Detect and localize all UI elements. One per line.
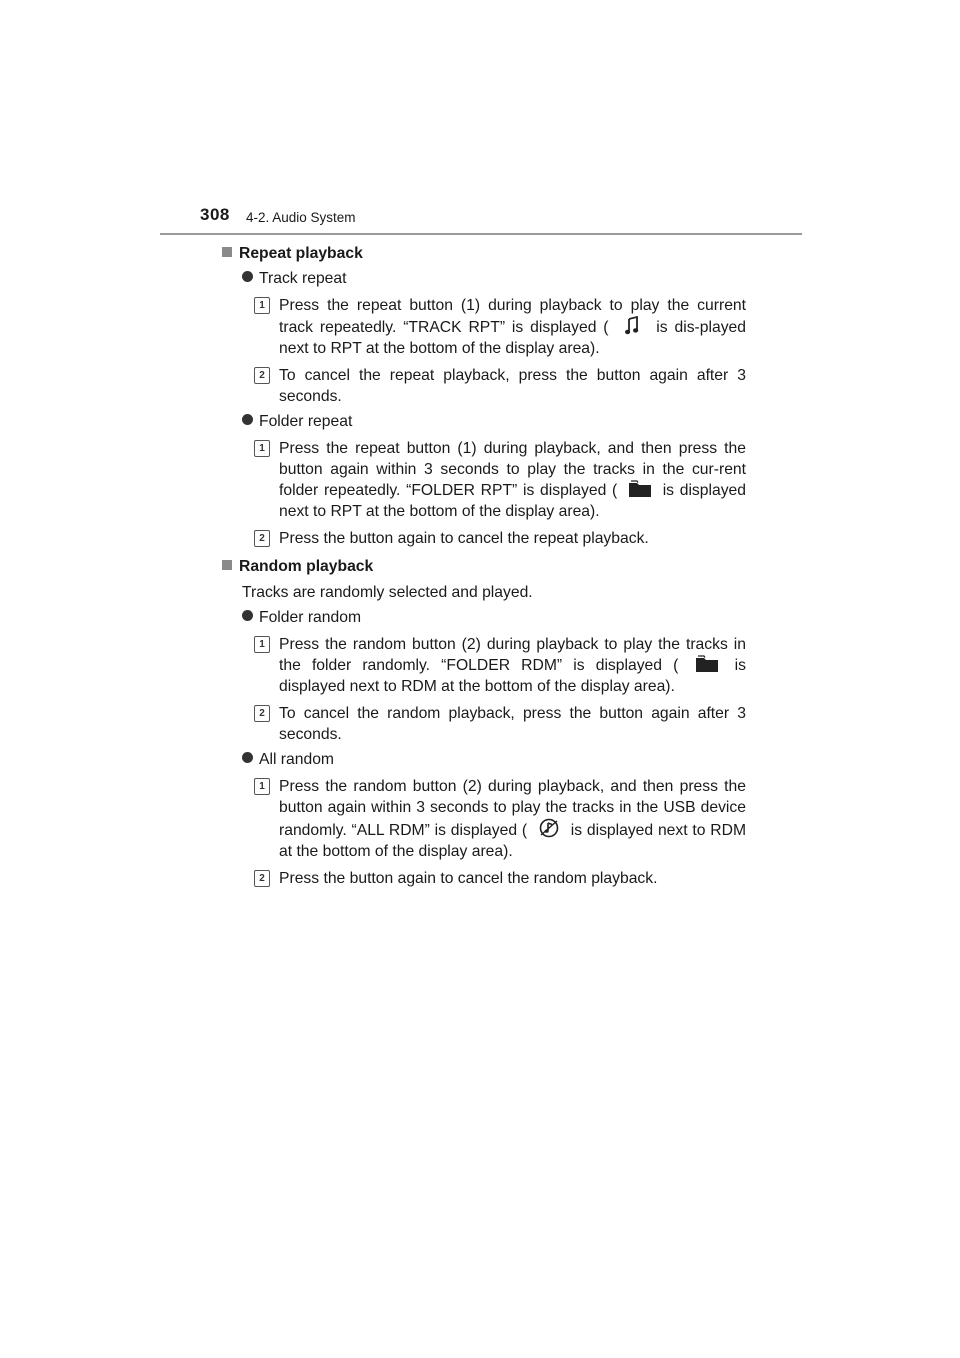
step	[259, 703, 746, 745]
chapter-title: 4-2. Audio System	[246, 210, 356, 225]
step-text: is displayed next to RDM at the bottom of the display area).	[279, 657, 746, 695]
music-note-icon	[615, 316, 649, 334]
step-text: Press the repeat button (1) during playback, and then press the button again within 3 seconds to play the tracks in the cur-rent folder repeatedly. “FOLDER RPT” is displayed (	[279, 440, 746, 499]
circle-bullet-icon	[242, 414, 253, 425]
header-rule	[160, 233, 802, 235]
step-number: 2	[254, 530, 270, 547]
folder-icon	[623, 480, 657, 498]
step-number: 2	[254, 870, 270, 887]
square-bullet-icon	[222, 247, 232, 257]
bullet-label: Folder repeat	[259, 413, 353, 430]
bullet-track-repeat	[242, 268, 746, 289]
step-text: Press the repeat button (1) during playback to play the current track repeatedly. “TRACK RPT” is displayed (	[279, 297, 746, 336]
step	[259, 365, 746, 407]
step	[259, 634, 746, 697]
step-number: 1	[254, 440, 270, 457]
bullet-folder-repeat	[242, 411, 746, 432]
circle-bullet-icon	[242, 271, 253, 282]
section-heading-repeat	[222, 243, 746, 264]
disc-note-icon	[532, 818, 566, 836]
step	[259, 868, 746, 889]
step	[259, 295, 746, 359]
step-number: 2	[254, 705, 270, 722]
bullet-folder-random	[242, 607, 746, 628]
step-text: is displayed next to RDM at the bottom of the display area).	[279, 822, 747, 860]
circle-bullet-icon	[242, 610, 253, 621]
bullet-label: Folder random	[259, 609, 362, 626]
page-number: 308	[200, 205, 230, 224]
folder-icon	[690, 655, 724, 673]
section-title: Random playback	[239, 558, 374, 575]
step-text: Press the button again to cancel the repeat playback.	[279, 530, 649, 547]
step-text: Press the random button (2) during playback to play the tracks in the folder randomly. “FOLDER RDM” is displayed (	[279, 636, 746, 674]
step-number: 2	[254, 367, 270, 384]
section-title: Repeat playback	[239, 245, 363, 262]
square-bullet-icon	[222, 560, 232, 570]
step-text: Press the button again to cancel the random playback.	[279, 870, 658, 887]
bullet-label: All random	[259, 751, 334, 768]
step-number: 1	[254, 297, 270, 314]
step-text: To cancel the repeat playback, press the button again after 3 seconds.	[279, 367, 746, 405]
step-number: 1	[254, 636, 270, 653]
step	[259, 438, 747, 522]
step	[259, 776, 747, 862]
section-intro: Tracks are randomly selected and played.	[242, 584, 533, 601]
step-text: is dis-played next to RPT at the bottom of the display area).	[279, 319, 746, 357]
step-text: To cancel the random playback, press the button again after 3 seconds.	[279, 705, 746, 743]
step	[259, 528, 746, 549]
step-number: 1	[254, 778, 270, 795]
step-text: Press the random button (2) during playback, and then press the button again within 3 seconds to play the tracks in the USB device randomly. “ALL RDM” is displayed (	[279, 778, 746, 839]
circle-bullet-icon	[242, 752, 253, 763]
content	[222, 243, 746, 889]
bullet-label: Track repeat	[259, 270, 347, 287]
section-heading-random	[222, 556, 746, 577]
step-text: is displayed next to RPT at the bottom of the display area).	[279, 482, 747, 520]
bullet-all-random	[242, 749, 746, 770]
